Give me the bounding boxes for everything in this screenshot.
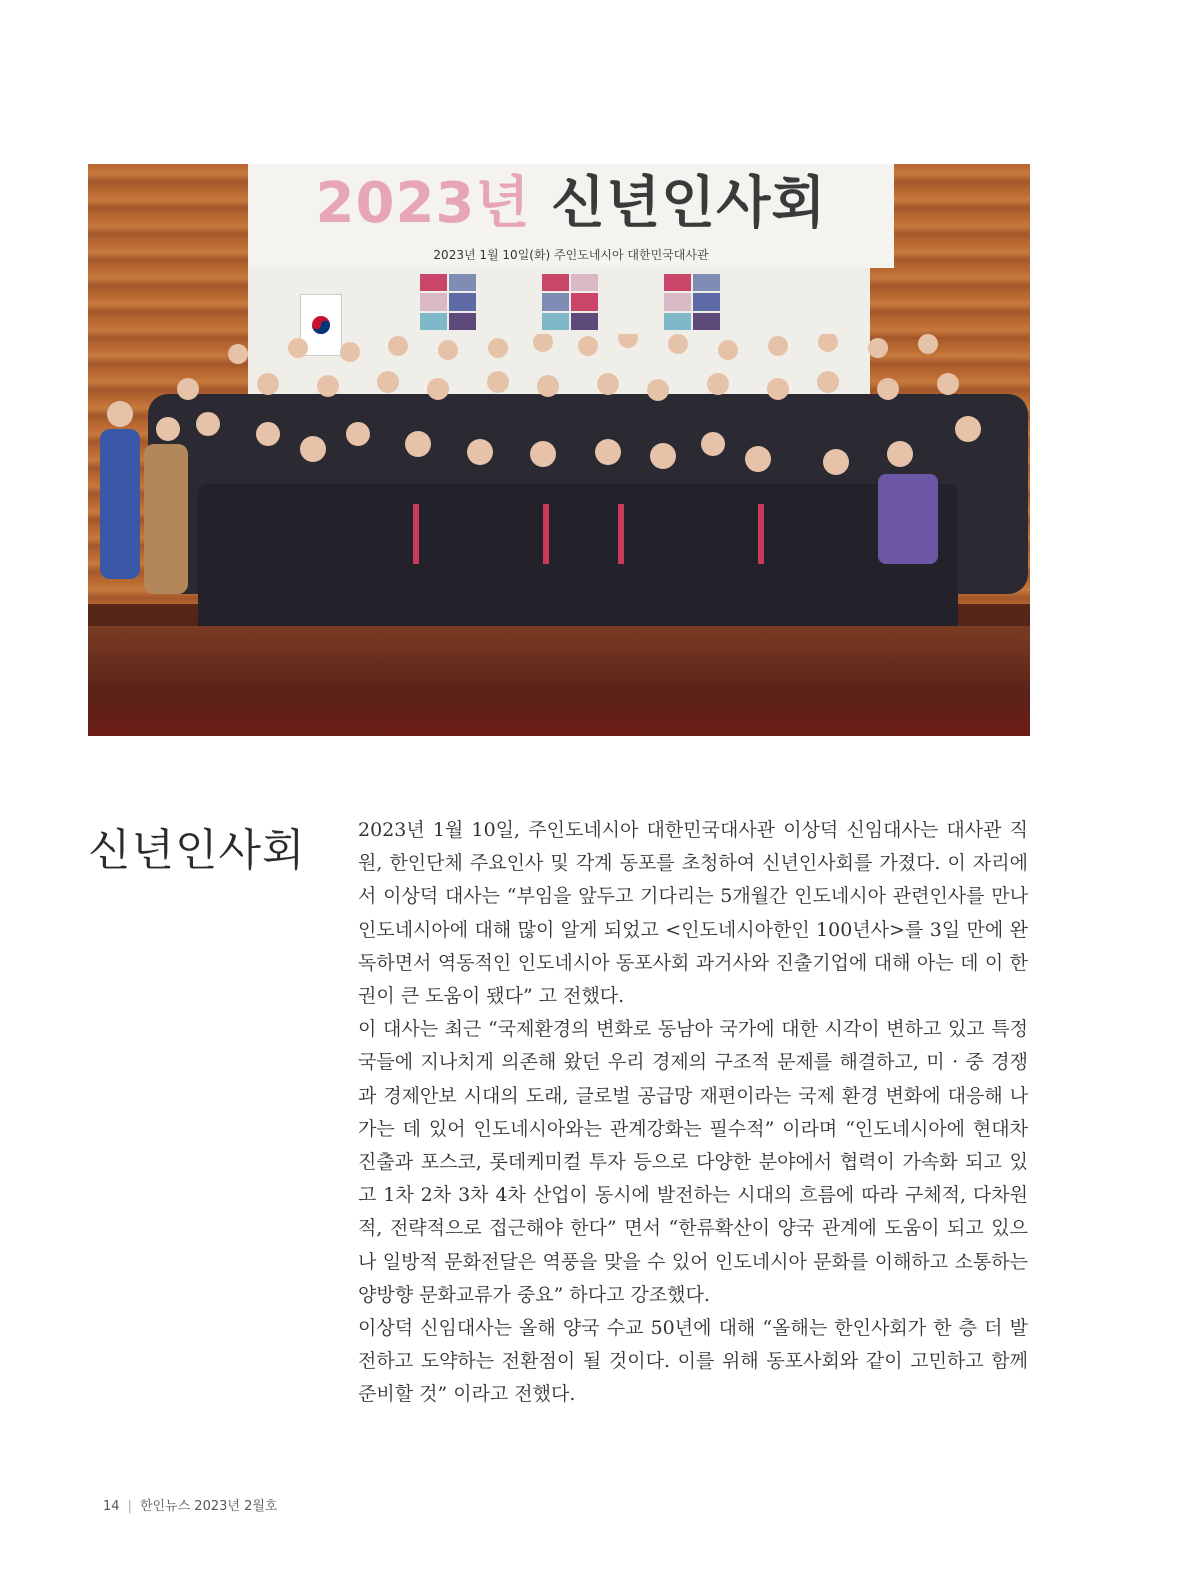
article-paragraph: 2023년 1월 10일, 주인도네시아 대한민국대사관 이상덕 신임대사는 대사관 직원, 한인단체 주요인사 및 각계 동포를 초청하여 신년인사회를 가졌다. 이 자리에서 이상덕 대사는 “부임을 앞두고 기다리는 5개월간 인도네시아 관련인사를 만나 인도네시아에 대해 많이 알게 되었고 <인도네시아한인 100년사>를 3일 만에 완독하면서 역동적인 인도네시아 동포사회 과거사와 진출기업에 대해 아는 데 이 한 권이 큰 도움이 됐다” 고 전했다. — [358, 819, 1028, 1008]
banner-subtitle: 2023년 1월 10일(화) 주인도네시아 대한민국대사관 — [433, 248, 709, 262]
publication-name: 한인뉴스 2023년 2월호 — [139, 1499, 278, 1514]
stage-floor — [88, 626, 1030, 736]
article-paragraph: 이 대사는 최근 “국제환경의 변화로 동남아 국가에 대한 시각이 변하고 있고 특정국들에 지나치게 의존해 왔던 우리 경제의 구조적 문제를 해결하고, 미 · 중 경쟁과 경제안보 시대의 도래, 글로벌 공급망 재편이라는 국제 환경 변화에 대응해 나가는 데 있어 인도네시아와는 관계강화는 필수적” 이라며 “인도네시아에 현대차 진출과 포스코, 롯데케미컬 투자 등으로 다양한 분야에서 협력이 가속화 되고 있고 1차 2차 3차 4차 산업이 동시에 발전하는 시대의 흐름에 따라 구체적, 다차원적, 전략적으로 접근해야 한다” 면서 “한류확산이 양국 관계에 도움이 되고 있으나 일방적 문화전달은 역풍을 맞을 수 있어 인도네시아 문화를 이해하고 소통하는 양방향 문화교류가 중요” 하다고 강조했다. — [358, 1018, 1028, 1306]
decorative-motif — [542, 274, 598, 330]
event-banner — [248, 164, 894, 268]
page-number: 14 — [103, 1499, 120, 1514]
article-body — [358, 814, 1028, 1412]
decorative-motif — [420, 274, 476, 330]
footer-separator: | — [127, 1499, 132, 1514]
banner-title: 2023년 신년인사회 — [315, 171, 827, 236]
group-photo — [88, 164, 1030, 736]
group-crowd — [88, 334, 1030, 644]
article-title: 신년인사회 — [88, 825, 306, 876]
article-paragraph: 이상덕 신임대사는 올해 양국 수교 50년에 대해 “올해는 한인사회가 한 층 더 발전하고 도약하는 전환점이 될 것이다. 이를 위해 동포사회와 같이 고민하고 함께 준비할 것” 이라고 전했다. — [358, 1317, 1028, 1406]
page-footer — [103, 1495, 277, 1514]
decorative-motif — [664, 274, 720, 330]
